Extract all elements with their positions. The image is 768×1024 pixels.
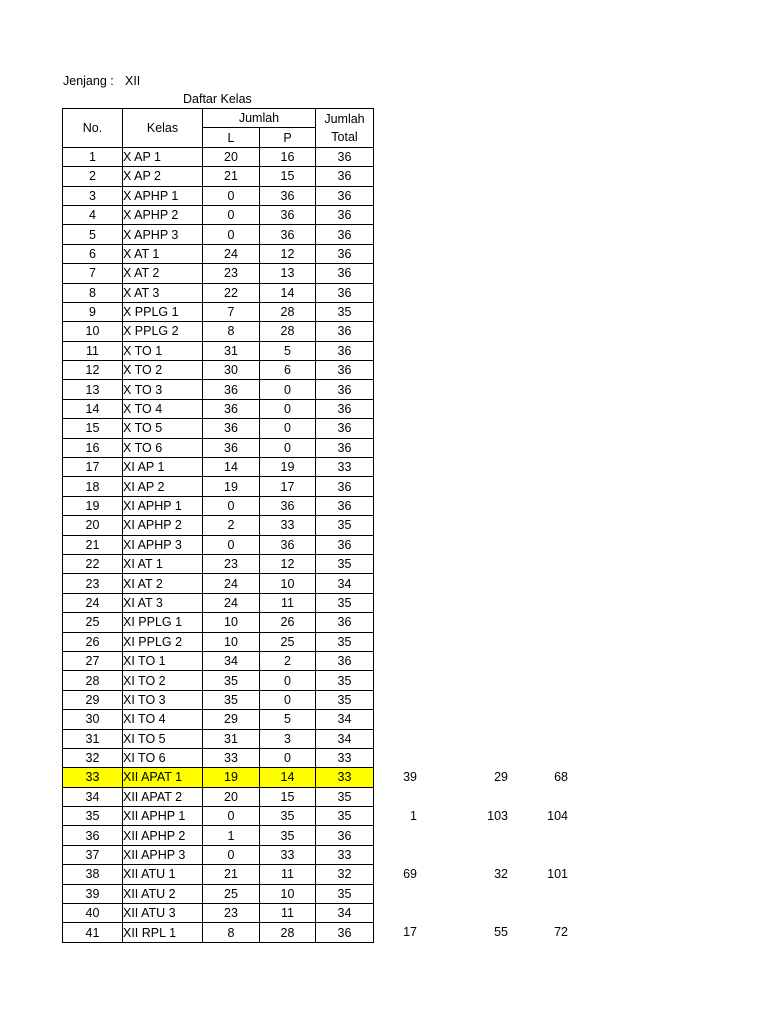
cell-p: 6 [260,361,316,380]
cell-total: 36 [316,613,374,632]
cell-total: 36 [316,826,374,845]
cell-l: 0 [203,225,260,244]
cell-no: 37 [63,845,123,864]
cell-kelas: X TO 2 [123,361,203,380]
cell-no: 26 [63,632,123,651]
table-row [63,748,374,767]
cell-no: 13 [63,380,123,399]
cell-no: 25 [63,613,123,632]
cell-l: 22 [203,283,260,302]
cell-no: 12 [63,361,123,380]
header-no: No. [63,109,123,148]
cell-p: 36 [260,205,316,224]
cell-total: 36 [316,341,374,360]
cell-p: 28 [260,302,316,321]
table-row [63,690,374,709]
cell-l: 35 [203,671,260,690]
cell-p: 28 [260,923,316,942]
cell-l: 0 [203,186,260,205]
side-total-c: 104 [547,808,568,823]
cell-p: 33 [260,516,316,535]
cell-kelas: X AT 3 [123,283,203,302]
table-row [63,651,374,670]
cell-kelas: X AP 1 [123,147,203,166]
cell-l: 8 [203,322,260,341]
table-row [63,923,374,942]
cell-l: 0 [203,205,260,224]
cell-l: 30 [203,361,260,380]
cell-l: 20 [203,147,260,166]
cell-p: 33 [260,845,316,864]
cell-total: 36 [316,535,374,554]
cell-no: 28 [63,671,123,690]
header-l: L [203,128,260,147]
cell-l: 0 [203,496,260,515]
cell-total: 35 [316,516,374,535]
cell-total: 36 [316,244,374,263]
table-title: Daftar Kelas [183,92,252,106]
cell-p: 12 [260,244,316,263]
cell-p: 5 [260,710,316,729]
cell-kelas: X AP 2 [123,167,203,186]
cell-p: 5 [260,341,316,360]
cell-no: 19 [63,496,123,515]
cell-l: 20 [203,787,260,806]
cell-no: 41 [63,923,123,942]
side-total-c: 72 [554,924,568,939]
cell-kelas: XI TO 1 [123,651,203,670]
cell-no: 23 [63,574,123,593]
cell-l: 8 [203,923,260,942]
table-row [63,807,374,826]
table-row [63,244,374,263]
cell-p: 0 [260,438,316,457]
side-total-a: 17 [403,924,417,939]
cell-kelas: XI AP 2 [123,477,203,496]
cell-total: 36 [316,438,374,457]
cell-kelas: X TO 5 [123,419,203,438]
cell-total: 36 [316,419,374,438]
cell-p: 17 [260,477,316,496]
cell-l: 25 [203,884,260,903]
cell-p: 0 [260,690,316,709]
cell-kelas: XI TO 5 [123,729,203,748]
cell-kelas: XI TO 6 [123,748,203,767]
cell-no: 14 [63,399,123,418]
class-list-table [62,108,374,943]
table-row [63,264,374,283]
cell-p: 0 [260,399,316,418]
cell-kelas: XII RPL 1 [123,923,203,942]
jenjang-label: Jenjang : [63,74,114,88]
cell-kelas: X PPLG 2 [123,322,203,341]
cell-kelas: XI APHP 2 [123,516,203,535]
cell-kelas: X TO 4 [123,399,203,418]
cell-l: 33 [203,748,260,767]
side-total-a: 1 [410,808,417,823]
cell-l: 7 [203,302,260,321]
side-total-c: 68 [554,769,568,784]
cell-no: 3 [63,186,123,205]
cell-total: 36 [316,264,374,283]
cell-l: 36 [203,438,260,457]
cell-no: 20 [63,516,123,535]
cell-p: 10 [260,884,316,903]
cell-kelas: XII ATU 2 [123,884,203,903]
cell-total: 36 [316,147,374,166]
table-row [63,205,374,224]
cell-total: 33 [316,768,374,787]
cell-kelas: XII APHP 1 [123,807,203,826]
cell-no: 39 [63,884,123,903]
cell-p: 15 [260,167,316,186]
cell-p: 13 [260,264,316,283]
table-row [63,865,374,884]
cell-p: 0 [260,748,316,767]
table-row [63,671,374,690]
cell-l: 36 [203,419,260,438]
cell-no: 16 [63,438,123,457]
table-row [63,380,374,399]
cell-kelas: X APHP 1 [123,186,203,205]
side-total-a: 39 [403,769,417,784]
cell-kelas: XI APHP 1 [123,496,203,515]
cell-kelas: XII ATU 3 [123,904,203,923]
cell-total: 35 [316,302,374,321]
cell-total: 34 [316,710,374,729]
cell-total: 36 [316,399,374,418]
cell-no: 9 [63,302,123,321]
cell-no: 36 [63,826,123,845]
cell-total: 33 [316,748,374,767]
cell-p: 15 [260,787,316,806]
table-row [63,574,374,593]
table-row [63,826,374,845]
header-p: P [260,128,316,147]
cell-l: 10 [203,613,260,632]
cell-no: 32 [63,748,123,767]
cell-no: 15 [63,419,123,438]
cell-no: 33 [63,768,123,787]
header-total-line1: Jumlah [324,111,365,126]
cell-total: 35 [316,787,374,806]
table-row [63,845,374,864]
cell-kelas: X TO 1 [123,341,203,360]
cell-l: 36 [203,399,260,418]
table-row [63,399,374,418]
cell-no: 18 [63,477,123,496]
table-row [63,167,374,186]
cell-p: 35 [260,826,316,845]
cell-kelas: X PPLG 1 [123,302,203,321]
cell-no: 34 [63,787,123,806]
table-row [63,516,374,535]
cell-p: 14 [260,768,316,787]
cell-total: 34 [316,729,374,748]
cell-no: 6 [63,244,123,263]
cell-total: 36 [316,477,374,496]
cell-p: 36 [260,186,316,205]
cell-l: 36 [203,380,260,399]
cell-p: 0 [260,419,316,438]
cell-l: 24 [203,244,260,263]
cell-l: 29 [203,710,260,729]
cell-total: 36 [316,186,374,205]
cell-l: 24 [203,593,260,612]
cell-total: 35 [316,884,374,903]
cell-l: 14 [203,458,260,477]
cell-no: 7 [63,264,123,283]
cell-p: 28 [260,322,316,341]
cell-no: 2 [63,167,123,186]
cell-p: 2 [260,651,316,670]
cell-total: 35 [316,632,374,651]
cell-p: 36 [260,535,316,554]
cell-l: 24 [203,574,260,593]
cell-l: 19 [203,477,260,496]
side-total-b: 55 [494,924,508,939]
table-row [63,535,374,554]
table-row [63,554,374,573]
cell-p: 11 [260,593,316,612]
cell-l: 35 [203,690,260,709]
cell-kelas: XI PPLG 1 [123,613,203,632]
cell-p: 35 [260,807,316,826]
cell-total: 36 [316,380,374,399]
cell-total: 36 [316,167,374,186]
cell-total: 36 [316,923,374,942]
cell-kelas: XII ATU 1 [123,865,203,884]
cell-total: 35 [316,554,374,573]
cell-no: 22 [63,554,123,573]
side-total-c: 101 [547,866,568,881]
table-row [63,729,374,748]
cell-p: 0 [260,671,316,690]
cell-kelas: XI PPLG 2 [123,632,203,651]
cell-kelas: XI TO 3 [123,690,203,709]
cell-no: 40 [63,904,123,923]
jenjang-value: XII [125,74,141,88]
cell-total: 36 [316,496,374,515]
table-row [63,613,374,632]
cell-kelas: XII APAT 1 [123,768,203,787]
cell-l: 10 [203,632,260,651]
cell-kelas: XI APHP 3 [123,535,203,554]
cell-total: 33 [316,458,374,477]
cell-kelas: X AT 1 [123,244,203,263]
cell-no: 27 [63,651,123,670]
cell-total: 36 [316,651,374,670]
cell-total: 35 [316,690,374,709]
cell-kelas: XII APAT 2 [123,787,203,806]
header-jumlah: Jumlah [203,109,316,128]
header-kelas: Kelas [123,109,203,148]
table-row [63,283,374,302]
cell-l: 0 [203,807,260,826]
cell-l: 1 [203,826,260,845]
side-total-a: 69 [403,866,417,881]
side-total-b: 29 [494,769,508,784]
table-row [63,186,374,205]
cell-total: 36 [316,283,374,302]
table-row [63,225,374,244]
table-row [63,419,374,438]
header-jumlah-total [316,109,374,148]
header-row [63,109,374,128]
cell-l: 0 [203,845,260,864]
cell-p: 36 [260,496,316,515]
cell-total: 32 [316,865,374,884]
cell-p: 36 [260,225,316,244]
table-row [63,302,374,321]
cell-l: 31 [203,729,260,748]
table-row [63,632,374,651]
cell-total: 36 [316,361,374,380]
cell-p: 25 [260,632,316,651]
cell-no: 38 [63,865,123,884]
table-row [63,361,374,380]
table-row [63,884,374,903]
cell-l: 31 [203,341,260,360]
table-row [63,477,374,496]
cell-l: 19 [203,768,260,787]
cell-no: 21 [63,535,123,554]
cell-no: 4 [63,205,123,224]
side-total-b: 103 [487,808,508,823]
cell-total: 35 [316,593,374,612]
cell-l: 21 [203,167,260,186]
table-row [63,147,374,166]
cell-kelas: X TO 6 [123,438,203,457]
table-body [63,147,374,942]
table-row [63,341,374,360]
cell-l: 23 [203,904,260,923]
cell-p: 19 [260,458,316,477]
cell-p: 11 [260,904,316,923]
cell-l: 23 [203,554,260,573]
cell-no: 31 [63,729,123,748]
cell-p: 0 [260,380,316,399]
cell-l: 23 [203,264,260,283]
cell-total: 36 [316,322,374,341]
cell-total: 34 [316,904,374,923]
cell-kelas: XI AT 2 [123,574,203,593]
cell-kelas: X APHP 3 [123,225,203,244]
cell-total: 36 [316,205,374,224]
cell-no: 35 [63,807,123,826]
cell-kelas: XI AT 3 [123,593,203,612]
table-row [63,768,374,787]
cell-total: 34 [316,574,374,593]
side-total-b: 32 [494,866,508,881]
cell-kelas: XI TO 2 [123,671,203,690]
table-row [63,322,374,341]
table-row [63,438,374,457]
table-row [63,593,374,612]
cell-no: 17 [63,458,123,477]
cell-no: 8 [63,283,123,302]
cell-kelas: XII APHP 2 [123,826,203,845]
table-row [63,787,374,806]
cell-total: 36 [316,225,374,244]
cell-l: 21 [203,865,260,884]
cell-kelas: X APHP 2 [123,205,203,224]
cell-p: 3 [260,729,316,748]
cell-p: 16 [260,147,316,166]
table-row [63,710,374,729]
cell-no: 5 [63,225,123,244]
cell-p: 14 [260,283,316,302]
cell-p: 26 [260,613,316,632]
cell-total: 33 [316,845,374,864]
cell-no: 10 [63,322,123,341]
cell-no: 11 [63,341,123,360]
header-total-line2: Total [331,129,358,144]
cell-p: 11 [260,865,316,884]
table-row [63,496,374,515]
cell-total: 35 [316,671,374,690]
cell-total: 35 [316,807,374,826]
table-row [63,458,374,477]
cell-kelas: X AT 2 [123,264,203,283]
cell-no: 1 [63,147,123,166]
cell-l: 34 [203,651,260,670]
cell-kelas: X TO 3 [123,380,203,399]
cell-l: 0 [203,535,260,554]
cell-no: 24 [63,593,123,612]
cell-kelas: XI AP 1 [123,458,203,477]
cell-p: 10 [260,574,316,593]
cell-kelas: XI AT 1 [123,554,203,573]
cell-l: 2 [203,516,260,535]
cell-p: 12 [260,554,316,573]
cell-kelas: XI TO 4 [123,710,203,729]
cell-kelas: XII APHP 3 [123,845,203,864]
cell-no: 29 [63,690,123,709]
cell-no: 30 [63,710,123,729]
table-row [63,904,374,923]
